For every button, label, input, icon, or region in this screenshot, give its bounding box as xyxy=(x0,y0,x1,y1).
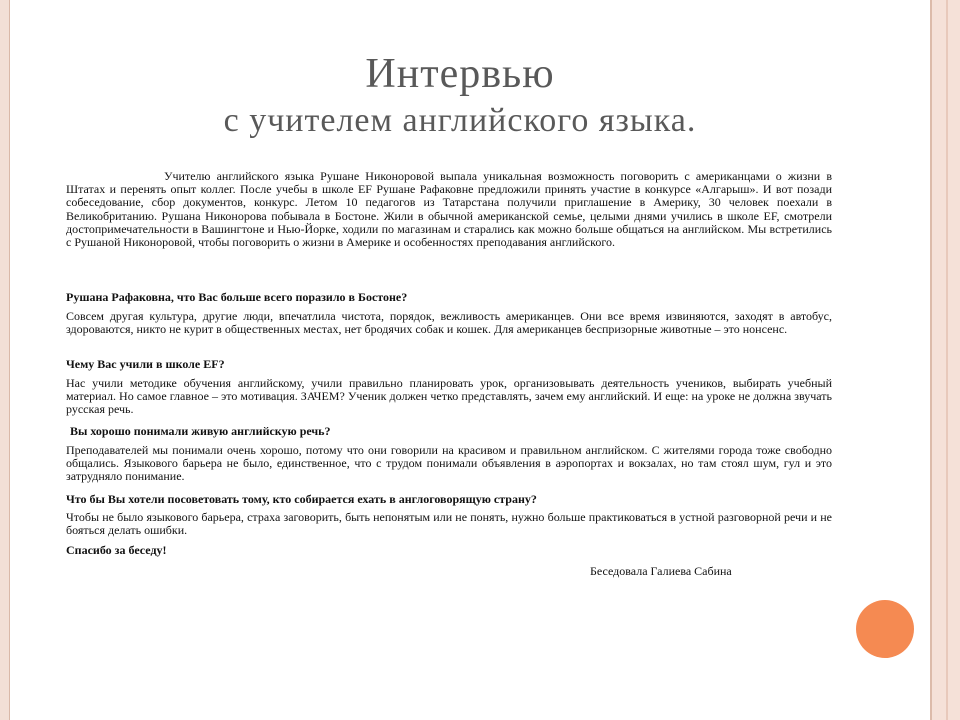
content-area xyxy=(10,0,930,720)
intro-paragraph: Учителю английского языка Рушане Никоноровой выпала уникальная возможность поговорить с американцами о жизни в Штатах и перенять опыт коллег. После учебы в школе EF Рушане Рафаковне предложили принять участие в конкурсе «Алгарыш». И вот позади собеседование, сбор документов, конкурс. Летом 10 педагогов из Татарстана получили приглашение в Америку, 30 человек поехали в Великобританию. Рушана Никонорова побывала в Бостоне. Жили в обычной американской семье, целыми днями учились в школе EF, смотрели достопримечательности в Вашингтоне и Нью-Йорке, ходили по магазинам и старались как можно больше общаться на английском. Мы встретились с Рушаной Никоноровой, чтобы поговорить о жизни в Америке и особенностях преподавания английского. xyxy=(66,169,832,250)
answer-2: Нас учили методике обучения английскому, учили правильно планировать урок, организовывать деятельность учеников, выбирать учебный материал. Но самое главное – это мотивация. ЗАЧЕМ? Ученик должен четко представлять, зачем ему английский. И еще: на уроке не должна звучать русская речь. xyxy=(66,376,832,417)
signature: Беседовала Галиева Сабина xyxy=(590,564,732,578)
question-1: Рушана Рафаковна, что Вас больше всего поразило в Бостоне? xyxy=(66,290,408,304)
slide-title: Интервью xyxy=(365,51,555,97)
slide-subtitle: с учителем английского языка. xyxy=(223,102,697,139)
question-2: Чему Вас учили в школе EF? xyxy=(66,357,225,371)
left-border xyxy=(0,0,9,720)
right-border-line xyxy=(930,0,932,720)
closing-thanks: Спасибо за беседу! xyxy=(66,543,167,557)
question-3: Вы хорошо понимали живую английскую речь? xyxy=(70,424,331,438)
answer-3: Преподавателей мы понимали очень хорошо, потому что они говорили на красивом и правильном английском. С жителями города тоже свободно общались. Языкового барьера не было, единственное, что с трудом понимали объявления в аэропортах и вокзалах, но там стоял шум, гул и это затрудняло понимание. xyxy=(66,443,832,484)
decorative-circle xyxy=(856,600,914,658)
answer-1: Совсем другая культура, другие люди, впечатлила чистота, порядок, вежливость американцев. Они все время извиняются, заходят в автобус, здороваются, никто не курит в общественных местах, нет бродячих собак и кошек. Для американцев беспризорные животные – это нонсенс. xyxy=(66,309,832,337)
right-border-line-inner xyxy=(946,0,948,720)
question-4: Что бы Вы хотели посоветовать тому, кто собирается ехать в англоговорящую страну? xyxy=(66,492,537,506)
right-border xyxy=(930,0,960,720)
answer-4: Чтобы не было языкового барьера, страха заговорить, быть непонятым или не понять, нужно больше практиковаться в устной разговорной речи и не бояться делать ошибки. xyxy=(66,510,832,538)
